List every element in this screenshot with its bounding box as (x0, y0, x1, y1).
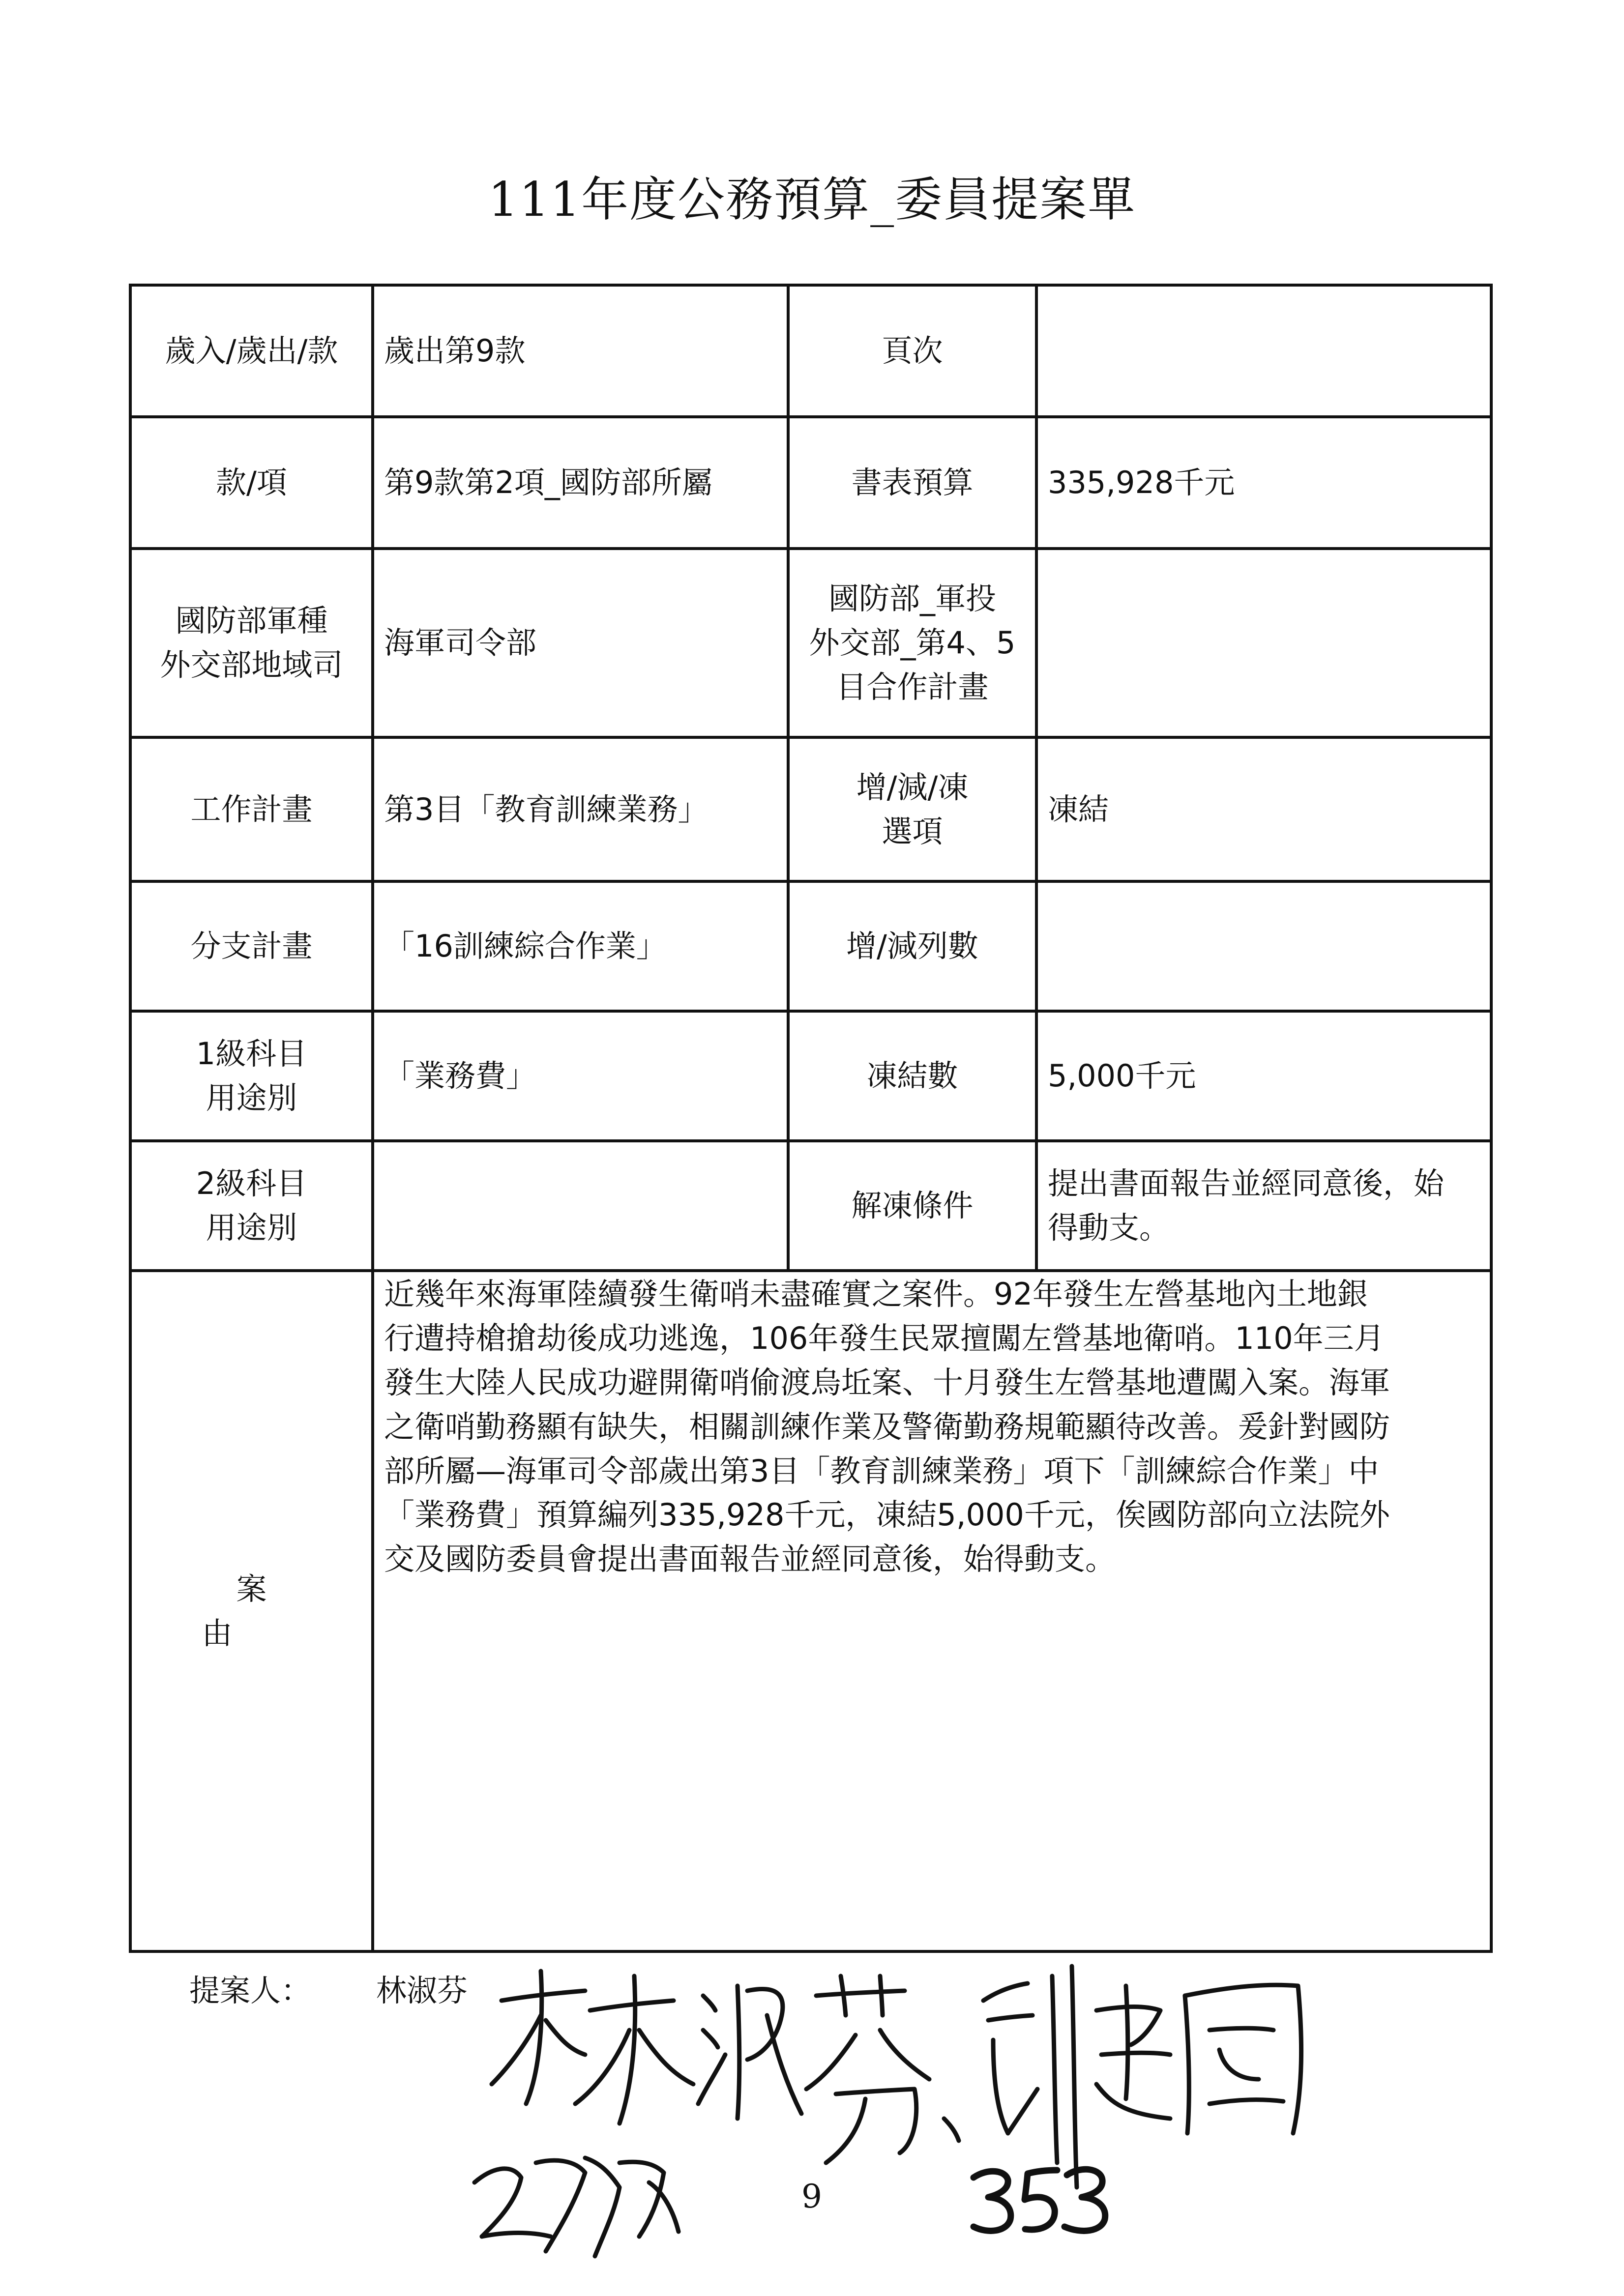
row-label: 分支計畫 (130, 881, 373, 1011)
row-value (1036, 881, 1491, 1011)
reason-line: 部所屬—海軍司令部歲出第3目「教育訓練業務」項下「訓練綜合作業」中 (384, 1453, 1379, 1489)
row-value: 「16訓練綜合作業」 (373, 881, 788, 1011)
proposal-form-table (129, 284, 1493, 1953)
row-value: 海軍司令部 (373, 549, 788, 737)
row-value (373, 1141, 788, 1271)
row-label: 解凍條件 (788, 1141, 1036, 1271)
form-row (130, 285, 1491, 417)
row-value: 第3目「教育訓練業務」 (373, 737, 788, 881)
reason-line: 「業務費」預算編列335,928千元，凍結5,000千元，俟國防部向立法院外 (384, 1497, 1390, 1533)
handwritten-signatures (472, 1956, 1347, 2276)
row-value: 第9款第2項_國防部所屬 (373, 417, 788, 549)
row-value: 335,928千元 (1036, 417, 1491, 549)
reason-line: 發生大陸人民成功避開衛哨偷渡烏坵案、十月發生左營基地遭闖入案。海軍 (384, 1364, 1390, 1400)
form-row (130, 1011, 1491, 1141)
row-value: 提出書面報告並經同意後，始 得動支。 (1036, 1141, 1491, 1271)
reason-text (373, 1271, 1491, 1951)
row-value (1036, 285, 1491, 417)
row-value: 「業務費」 (373, 1011, 788, 1141)
row-value: 5,000千元 (1036, 1011, 1491, 1141)
row-label: 凍結數 (788, 1011, 1036, 1141)
form-row (130, 417, 1491, 549)
row-label: 增/減/凍 選項 (788, 737, 1036, 881)
row-label: 款/項 (130, 417, 373, 549)
row-label: 國防部軍種 外交部地域司 (130, 549, 373, 737)
proposer-label: 提案人： (189, 1973, 312, 2008)
form-row (130, 737, 1491, 881)
page-number: 9 (801, 2178, 822, 2215)
form-row (130, 549, 1491, 737)
row-label: 1級科目 用途別 (130, 1011, 373, 1141)
row-value: 歲出第9款 (373, 285, 788, 417)
reason-label (130, 1271, 373, 1951)
reason-line: 交及國防委員會提出書面報告並經同意後，始得動支。 (384, 1541, 1116, 1577)
handwritten-number-353 (964, 2158, 1111, 2241)
reason-line: 近幾年來海軍陸續發生衛哨未盡確實之案件。92年發生左營基地內土地銀 (384, 1276, 1368, 1312)
reason-label-text: 案由 (202, 1570, 336, 1651)
form-row (130, 1141, 1491, 1271)
row-label: 工作計畫 (130, 737, 373, 881)
row-label: 國防部_軍投 外交部_第4、5 目合作計畫 (788, 549, 1036, 737)
reason-row (130, 1271, 1491, 1951)
row-label: 書表預算 (788, 417, 1036, 549)
row-value (1036, 549, 1491, 737)
page-title: 111年度公務預算_委員提案單 (488, 172, 1136, 227)
row-value: 凍結 (1036, 737, 1491, 881)
form-row (130, 881, 1491, 1011)
row-label: 頁次 (788, 285, 1036, 417)
row-label: 歲入/歲出/款 (130, 285, 373, 417)
reason-line: 行遭持槍搶劫後成功逃逸，106年發生民眾擅闖左營基地衛哨。110年三月 (384, 1320, 1385, 1356)
proposer-name: 林淑芬 (376, 1973, 468, 2008)
row-label: 增/減列數 (788, 881, 1036, 1011)
reason-line: 之衛哨勤務顯有缺失，相關訓練作業及警衛勤務規範顯待改善。爰針對國防 (384, 1408, 1390, 1445)
row-label: 2級科目 用途別 (130, 1141, 373, 1271)
